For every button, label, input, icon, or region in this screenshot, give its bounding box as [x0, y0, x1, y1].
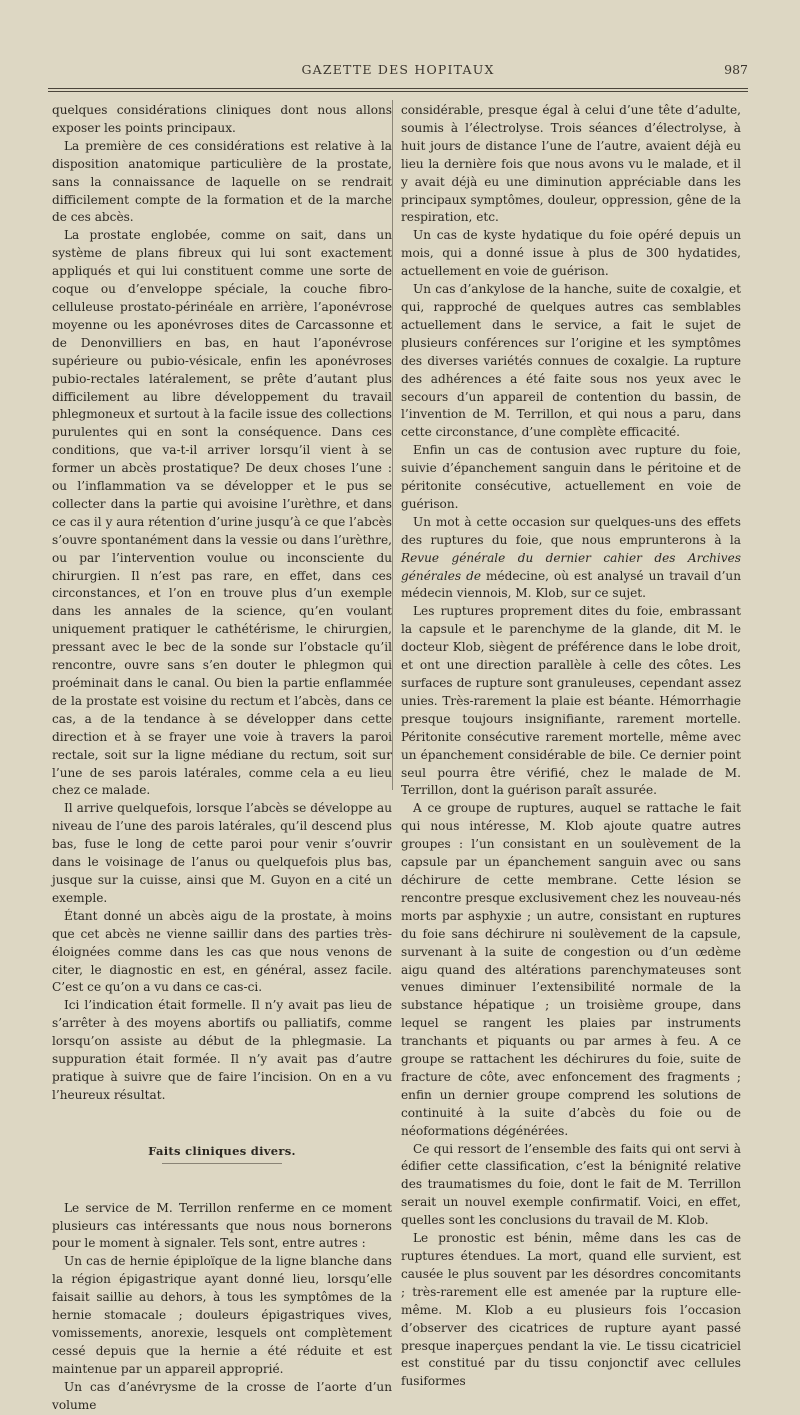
- journal-reference: Revue générale du dernier cahier des Archives générales de: [401, 550, 741, 583]
- running-title: GAZETTE DES HOPITAUX: [301, 62, 495, 77]
- section-title: Faits cliniques divers.: [148, 1143, 296, 1158]
- header-rule-bottom: [48, 91, 748, 92]
- paragraph: considérable, presque égal à celui d’une tête d’adulte, soumis à l’électrolyse. Trois séances d’électrolyse, à huit jours de distance l’une de l’autre, avaient déjà eu lieu la dernière fois que nous avons vu le malade, et il y avait déjà eu une diminution appréciable dans les principaux symptômes, douleur, oppression, gêne de la respiration, etc.: [401, 103, 741, 225]
- section-heading: [52, 1143, 392, 1164]
- page-header: [48, 62, 748, 84]
- paragraph: A ce groupe de ruptures, auquel se rattache le fait qui nous intéresse, M. Klob ajoute quatre autres groupes : l’un consistant en un soulèvement de la capsule par un épanchement sanguin avec ou sans déchirure de cette membrane. Cette lésion se rencontre presque exclusivement chez les nouveau-nés morts par asphyxie ; un autre, consistant en ruptures du foie sans déchirure ni soulèvement de la capsule, survenant à la suite de congestion ou d’un œdème aigu quand des altérations parenchymateuses sont venues diminuer l’extensibilité normale de la substance hépatique ; un troisième groupe, dans lequel se rangent les plaies par instruments tranchants et piquants ou par armes à feu. A ce groupe se rattachent les déchirures du foie, suite de fracture de côte, avec enfoncement des fragments ; enfin un dernier groupe comprend les solutions de continuité à la suite d’abcès du foie ou de néoformations dégénérées.: [401, 801, 741, 1138]
- paragraph-text: médecine, où est analysé un travail d’un médecin viennois, M. Klob, sur ce sujet.: [401, 568, 741, 601]
- paragraph: Les ruptures proprement dites du foie, embrassant la capsule et le parenchyme de la glande, dit M. le docteur Klob, siègent de préférence dans le lobe droit, et ont une direction parallèle à celle des côtes. Les surfaces de rupture sont granuleuses, cependant assez unies. Très-rarement la plaie est béante. Hémorrhagie presque toujours insignifiante, rarement mortelle. Péritonite consécutive rarement mortelle, même avec un épanchement considérable de bile. Ce dernier point seul pourra être vérifié, chez le malade de M. Terrillon, dont la guérison paraît assurée.: [401, 604, 741, 798]
- paragraph: Il arrive quelquefois, lorsque l’abcès se développe au niveau de l’une des parois latérales, qu’il descend plus bas, fuse le long de cette paroi pour venir s’ouvrir dans le voisinage de l’anus ou quelquefois plus bas, jusque sur la cuisse, ainsi que M. Guyon en a cité un exemple.: [52, 801, 392, 905]
- right-column: [401, 102, 741, 1391]
- left-column: [52, 102, 392, 1415]
- paragraph: Un cas d’anévrysme de la crosse de l’aorte d’un volume: [52, 1379, 392, 1412]
- paragraph: La première de ces considérations est relative à la disposition anatomique particulière de la prostate, sans la connaissance de laquelle on se rendrait difficilement compte de la formation et de la marche de ces abcès.: [52, 138, 392, 225]
- paragraph: Un cas de kyste hydatique du foie opéré depuis un mois, qui a donné issue à plus de 300 hydatides, actuellement en voie de guérison.: [401, 228, 741, 279]
- paragraph-with-reference: [401, 514, 741, 604]
- paragraph: Ce qui ressort de l’ensemble des faits qui ont servi à édifier cette classification, c’est la bénignité relative des traumatismes du foie, dont le fait de M. Terrillon serait un nouvel exemple confirmatif. Voici, en effet, quelles sont les conclusions du travail de M. Klob.: [401, 1141, 741, 1228]
- paragraph: La prostate englobée, comme on sait, dans un système de plans fibreux qui lui sont exactement appliqués et qui lui constituent comme une sorte de coque ou d’enveloppe spéciale, la couche fibro-celluleuse prostato-périnéale en arrière, l’aponévrose moyenne ou les aponévroses dites de Carcassonne et de Denonvilliers en bas, en haut l’aponévrose supérieure ou pubio-vésicale, enfin les aponévroses pubio-rectales latéralement, se prête d’autant plus difficilement au libre développement du travail phlegmoneux et surtout à la facile issue des collections purulentes qui en sont la conséquence. Dans ces conditions, que va-t-il arriver lorsqu’il vient à se former un abcès prostatique? De deux choses l’une : ou l’inflammation va se développer et le pus se collecter dans la partie qui avoisine l’urèthre, et dans ce cas il y aura rétention d’urine jusqu’à ce que l’abcès s’ouvre spontanément dans la vessie ou dans l’urèthre, ou par l’intervention voulue ou inconsciente du chirurgien. Il n’est pas rare, en effet, dans ces circonstances, et l’on en trouve plus d’un exemple dans les annales de la science, qu’en voulant uniquement pratiquer le cathétérisme, le chirurgien, pressant avec le bec de la sonde sur l’obstacle qu’il rencontre, ouvre sans s’en douter le phlegmon qui proéminait dans le canal. Ou bien la partie enflammée de la prostate est voisine du rectum et l’abcès, dans ce cas, a de la tendance à se développer dans cette direction et à se frayer une voie à travers la paroi rectale, soit sur la ligne médiane du rectum, soit sur l’une de ses parois latérales, comme cela a eu lieu chez ce malade.: [52, 228, 392, 798]
- paragraph: Le pronostic est bénin, même dans les cas de ruptures étendues. La mort, quand elle survient, est causée le plus souvent par les désordres concomitants ; très-rarement elle est amenée par la rupture elle-même. M. Klob a eu plusieurs fois l’occasion d’observer des cicatrices de rupture ayant passé presque inaperçues pendant la vie. Le tissu cicatriciel est constitué par du tissu conjonctif avec cellules fusiformes: [401, 1231, 741, 1389]
- paragraph: Ici l’indication était formelle. Il n’y avait pas lieu de s’arrêter à des moyens abortifs ou palliatifs, comme lorsqu’on assiste au début de la phlegmasie. La suppuration était formée. Il n’y avait pas d’autre pratique à suivre que de faire l’incision. On en a vu l’heureux résultat.: [52, 998, 392, 1102]
- paragraph: Enfin un cas de contusion avec rupture du foie, suivie d’épanchement sanguin dans le péritoine et de péritonite consécutive, actuellement en voie de guérison.: [401, 443, 741, 511]
- paragraph: Le service de M. Terrillon renferme en ce moment plusieurs cas intéressants que nous nous bornerons pour le moment à signaler. Tels sont, entre autres :: [52, 1200, 392, 1251]
- paragraph: Un cas de hernie épiploïque de la ligne blanche dans la région épigastrique ayant donné lieu, lorsqu’elle faisait saillie au dehors, à tous les symptômes de la hernie stomacale ; douleurs épigastriques vives, vomissements, anorexie, lesquels ont complètement cessé depuis que la hernie a été réduite et est maintenue par un appareil approprié.: [52, 1254, 392, 1376]
- paragraph: Un cas d’ankylose de la hanche, suite de coxalgie, et qui, rapproché de quelques autres cas semblables actuellement dans le service, a fait le sujet de plusieurs conférences sur l’origine et les symptômes des diverses variétés connues de coxalgie. La rupture des adhérences a été faite sous nos yeux avec le secours d’un appareil de contention du bassin, de l’invention de M. Terrillon, et qui nous a paru, dans cette circonstance, d’une complète efficacité.: [401, 282, 741, 440]
- section-title-rule: [162, 1163, 282, 1164]
- column-divider: [392, 100, 393, 790]
- paragraph: quelques considérations cliniques dont nous allons exposer les points principaux.: [52, 103, 392, 135]
- header-rule-top: [48, 88, 748, 89]
- paragraph: Étant donné un abcès aigu de la prostate, à moins que cet abcès ne vienne saillir dans des parties très-éloignées comme dans les cas que nous venons de citer, le diagnostic en est, en général, assez facile. C’est ce qu’on a vu dans ce cas-ci.: [52, 908, 392, 995]
- paragraph-text: Un mot à cette occasion sur quelques-uns des effets des ruptures du foie, que nous emprunterons à la: [401, 514, 741, 547]
- page-number: 987: [724, 62, 748, 77]
